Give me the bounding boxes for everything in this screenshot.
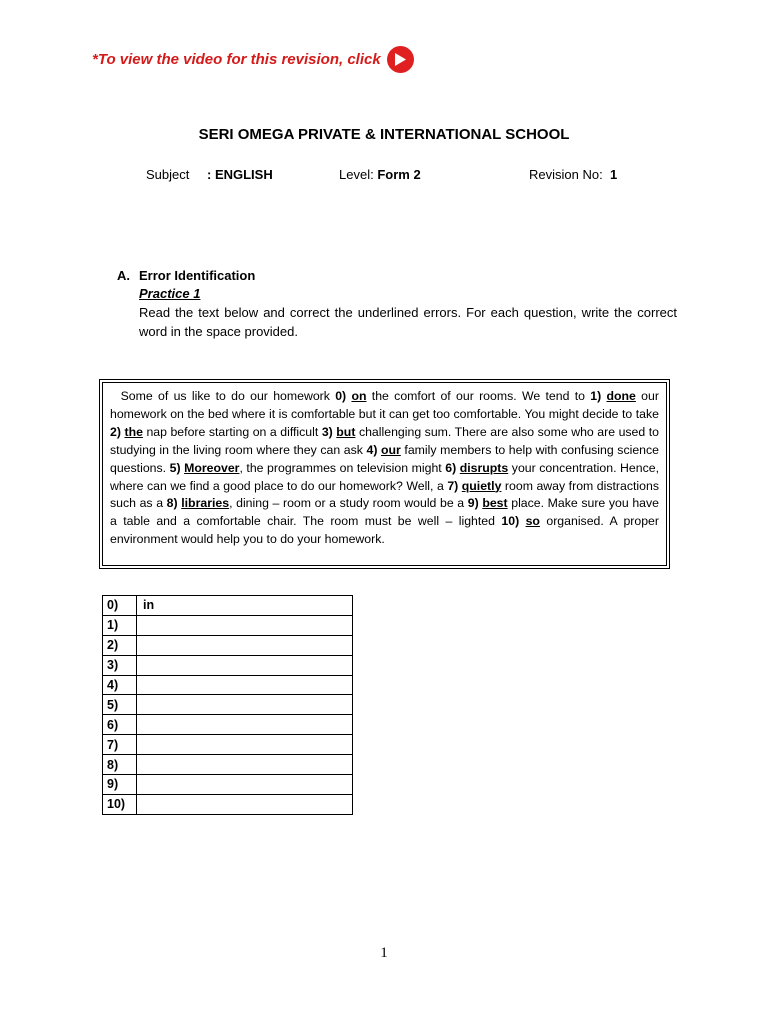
table-row bbox=[103, 735, 353, 755]
answer-number: 10) bbox=[103, 794, 137, 814]
underlined-error: Moreover bbox=[184, 460, 240, 475]
answer-cell[interactable] bbox=[137, 735, 353, 755]
passage-segment: the comfort of our rooms. We tend to bbox=[366, 389, 591, 403]
error-number: 10) bbox=[501, 514, 520, 529]
answer-number: 6) bbox=[103, 715, 137, 735]
answer-number: 0) bbox=[103, 596, 137, 616]
section-title: Error Identification bbox=[139, 268, 256, 283]
underlined-error: on bbox=[351, 389, 367, 403]
revision-label: Revision No: bbox=[529, 167, 603, 182]
table-row bbox=[103, 615, 353, 635]
answer-cell[interactable] bbox=[137, 675, 353, 695]
table-row bbox=[103, 715, 353, 735]
underlined-error: our bbox=[381, 442, 401, 457]
answer-cell[interactable] bbox=[137, 695, 353, 715]
answer-cell[interactable] bbox=[137, 715, 353, 735]
section-heading bbox=[117, 268, 677, 283]
table-row bbox=[103, 635, 353, 655]
answer-number: 9) bbox=[103, 775, 137, 795]
answer-number: 3) bbox=[103, 655, 137, 675]
error-number: 7) bbox=[447, 478, 459, 493]
passage-segment: room away from distractions such as a bbox=[110, 478, 659, 511]
table-row bbox=[103, 755, 353, 775]
video-banner bbox=[92, 46, 414, 73]
passage-segment: challenging sum. There are also some who are used to studying in the living room where they can ask bbox=[110, 424, 660, 457]
answer-cell[interactable] bbox=[137, 615, 353, 635]
level-value: Form 2 bbox=[377, 167, 421, 182]
passage-segment: , dining – room or a study room would be a bbox=[229, 496, 468, 511]
table-row bbox=[103, 775, 353, 795]
instructions: Read the text below and correct the underlined errors. For each question, write the correct word in the space provided. bbox=[139, 305, 677, 339]
underlined-error: quietly bbox=[461, 478, 502, 493]
error-number: 6) bbox=[445, 460, 457, 475]
section-error-identification bbox=[117, 268, 677, 341]
table-row bbox=[103, 596, 353, 616]
answer-number: 5) bbox=[103, 695, 137, 715]
passage-segment: nap before starting on a difficult bbox=[142, 424, 322, 439]
error-number: 4) bbox=[366, 442, 378, 457]
subject-info bbox=[146, 167, 273, 182]
page-number: 1 bbox=[380, 945, 388, 961]
underlined-error: disrupts bbox=[459, 460, 509, 475]
subject-value: : ENGLISH bbox=[207, 167, 273, 182]
revision-value: 1 bbox=[609, 167, 618, 182]
passage-segment: place. Make sure you have a table and a comfortable chair. The room must be well – lighted bbox=[110, 496, 659, 529]
subject-label: Subject bbox=[146, 167, 190, 182]
section-letter: A. bbox=[117, 268, 130, 283]
table-row bbox=[103, 675, 353, 695]
play-circle-icon[interactable] bbox=[387, 46, 414, 73]
error-number: 9) bbox=[467, 496, 479, 511]
error-number: 1) bbox=[590, 389, 602, 403]
passage-segment: our homework on the bed where it is comfortable but it can get too comfortable. You might decide to take bbox=[110, 389, 659, 421]
error-number: 5) bbox=[169, 460, 181, 475]
passage-segment: , the programmes on television might bbox=[239, 460, 446, 475]
underlined-error: the bbox=[124, 424, 143, 439]
passage-segment: family members to help with confusing science questions. bbox=[110, 442, 659, 475]
underlined-error: libraries bbox=[181, 496, 230, 511]
answer-cell[interactable]: in bbox=[137, 596, 353, 616]
answer-cell[interactable] bbox=[137, 775, 353, 795]
level-info bbox=[339, 167, 421, 182]
level-label: Level: bbox=[339, 167, 374, 182]
answer-table bbox=[102, 595, 353, 815]
school-name: SERI OMEGA PRIVATE & INTERNATIONAL SCHOOL bbox=[198, 126, 570, 143]
answer-number: 1) bbox=[103, 615, 137, 635]
error-number: 2) bbox=[110, 424, 121, 439]
underlined-error: but bbox=[336, 424, 356, 439]
answer-number: 8) bbox=[103, 755, 137, 775]
revision-info bbox=[529, 167, 617, 182]
underlined-error: so bbox=[525, 514, 540, 529]
passage-segment: Some of us like to do our homework bbox=[120, 389, 336, 403]
answer-cell[interactable] bbox=[137, 655, 353, 675]
error-number: 0) bbox=[335, 389, 347, 403]
passage-box bbox=[99, 379, 670, 569]
underlined-error: done bbox=[606, 389, 636, 403]
answer-number: 7) bbox=[103, 735, 137, 755]
answer-cell[interactable] bbox=[137, 635, 353, 655]
practice-title: Practice 1 bbox=[139, 286, 201, 301]
play-triangle-icon bbox=[394, 53, 406, 66]
error-number: 3) bbox=[321, 424, 333, 439]
error-number: 8) bbox=[166, 496, 178, 511]
answer-cell[interactable] bbox=[137, 794, 353, 814]
answer-number: 2) bbox=[103, 635, 137, 655]
passage-text bbox=[102, 382, 667, 566]
underlined-error: best bbox=[482, 496, 508, 511]
table-row bbox=[103, 655, 353, 675]
table-row bbox=[103, 695, 353, 715]
passage-segment: your concentration. Hence, where can we find a good place to do our homework? Well, a bbox=[110, 460, 659, 493]
answer-number: 4) bbox=[103, 675, 137, 695]
video-banner-text: *To view the video for this revision, click bbox=[92, 51, 381, 68]
answer-cell[interactable] bbox=[137, 755, 353, 775]
passage-segment: organised. A proper environment would help you to do your homework. bbox=[110, 514, 659, 547]
table-row bbox=[103, 794, 353, 814]
